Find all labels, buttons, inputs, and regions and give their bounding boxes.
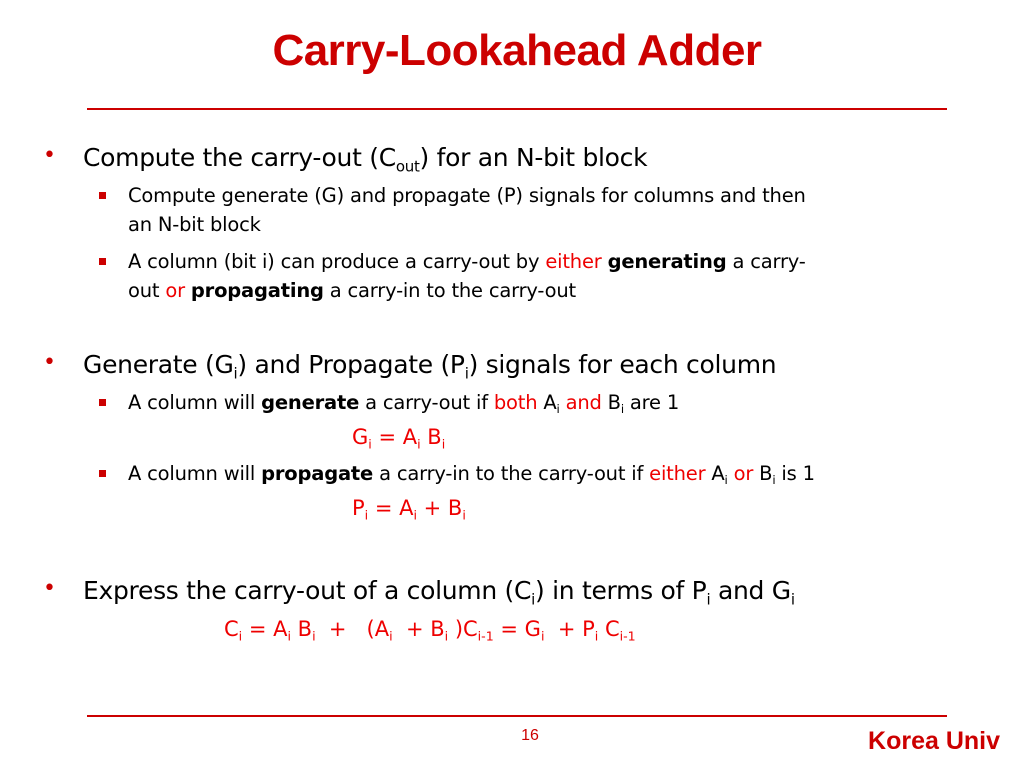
square-bullet bbox=[99, 470, 106, 477]
subscript: i bbox=[594, 628, 599, 644]
eq-text: + B bbox=[392, 617, 445, 641]
subscript: i bbox=[368, 436, 372, 452]
text: A bbox=[705, 462, 725, 485]
emphasis-bold: propagate bbox=[261, 462, 374, 485]
eq-text: B bbox=[420, 425, 442, 449]
subscript: i-1 bbox=[477, 628, 494, 644]
sub-bullet-line: an N-bit block bbox=[128, 213, 261, 236]
subscript: i bbox=[462, 507, 466, 523]
subscript: i bbox=[790, 590, 795, 609]
subscript: i bbox=[706, 590, 711, 609]
equation-carry-out bbox=[224, 617, 636, 644]
bullet-text: Express the carry-out of a column (C bbox=[83, 576, 532, 605]
subscript: i bbox=[531, 590, 536, 609]
subscript: i bbox=[389, 628, 393, 644]
bullet-dot: • bbox=[43, 350, 56, 375]
bullet-text: Generate (G bbox=[83, 350, 234, 379]
text: out bbox=[128, 279, 166, 302]
text: B bbox=[601, 391, 621, 414]
subscript: i bbox=[540, 628, 545, 644]
text: A column will bbox=[128, 462, 262, 485]
bullet-express-carry-out bbox=[43, 576, 795, 609]
eq-text: C bbox=[224, 617, 239, 641]
text: A column will bbox=[128, 391, 262, 414]
subscript: i bbox=[312, 628, 316, 644]
subscript: i bbox=[464, 364, 469, 383]
bullet-text: Compute the carry-out (C bbox=[83, 143, 396, 172]
bullet-generate-propagate bbox=[43, 350, 777, 383]
bullet-text: ) for an N-bit block bbox=[419, 143, 648, 172]
emphasis-bold: propagating bbox=[190, 279, 324, 302]
eq-text: = A bbox=[368, 496, 414, 520]
emphasis-red: or bbox=[733, 462, 754, 485]
eq-text: = A bbox=[242, 617, 288, 641]
text: a carry-in to the carry-out if bbox=[373, 462, 650, 485]
text: a carry- bbox=[726, 250, 806, 273]
eq-text: )C bbox=[448, 617, 478, 641]
subscript: i bbox=[417, 436, 421, 452]
square-bullet bbox=[99, 192, 106, 199]
footer-rule bbox=[87, 715, 947, 717]
text: are 1 bbox=[623, 391, 680, 414]
subscript: i bbox=[444, 628, 449, 644]
sub-bullet-column-carry-out bbox=[128, 247, 806, 305]
subscript: i bbox=[413, 507, 417, 523]
emphasis-bold: generate bbox=[261, 391, 360, 414]
sub-bullet-generate-propagate-signals bbox=[128, 181, 806, 239]
sub-bullet-generate-rule bbox=[128, 388, 679, 417]
eq-text: C bbox=[598, 617, 620, 641]
subscript: i bbox=[772, 473, 776, 488]
text: A column (bit i) can produce a carry-out by bbox=[128, 250, 546, 273]
page-number: 16 bbox=[521, 727, 539, 744]
square-bullet bbox=[99, 258, 106, 265]
emphasis-red: either bbox=[649, 462, 706, 485]
equation-propagate bbox=[352, 496, 466, 523]
text: is 1 bbox=[775, 462, 815, 485]
subscript: i-1 bbox=[619, 628, 636, 644]
subscript: i bbox=[287, 628, 291, 644]
eq-text: + P bbox=[544, 617, 595, 641]
eq-text: G bbox=[352, 425, 369, 449]
bullet-text: and G bbox=[710, 576, 791, 605]
sub-bullet-line bbox=[128, 247, 806, 276]
title-underline bbox=[87, 108, 947, 110]
text: a carry-out if bbox=[359, 391, 494, 414]
sub-bullet-line: Compute generate (G) and propagate (P) signals for columns and then bbox=[128, 184, 806, 207]
subscript: i bbox=[441, 436, 446, 452]
equation-generate bbox=[352, 425, 446, 452]
sub-bullet-propagate-rule bbox=[128, 459, 815, 488]
eq-text: + B bbox=[416, 496, 463, 520]
eq-text: B bbox=[290, 617, 313, 641]
subscript: i bbox=[233, 364, 238, 383]
bullet-text: ) and Propagate (P bbox=[237, 350, 465, 379]
text: a carry-in to the carry-out bbox=[323, 279, 576, 302]
eq-text: = G bbox=[493, 617, 541, 641]
bullet-compute-carry-out bbox=[43, 143, 648, 176]
eq-text: + (A bbox=[315, 617, 390, 641]
emphasis-red: or bbox=[165, 279, 185, 302]
slide-title: Carry-Lookahead Adder bbox=[272, 26, 762, 75]
subscript: i bbox=[620, 402, 624, 417]
emphasis-red: either bbox=[545, 250, 602, 273]
bullet-text: ) signals for each column bbox=[468, 350, 777, 379]
eq-text: P bbox=[352, 496, 365, 520]
eq-text: = A bbox=[371, 425, 418, 449]
subscript: i bbox=[364, 507, 369, 523]
square-bullet bbox=[99, 399, 106, 406]
bullet-dot: • bbox=[43, 576, 56, 601]
bullet-text: ) in terms of P bbox=[535, 576, 707, 605]
text: B bbox=[753, 462, 773, 485]
footer-brand: Korea Univ bbox=[868, 727, 1000, 755]
subscript: i bbox=[238, 628, 243, 644]
emphasis-red: both bbox=[493, 391, 538, 414]
emphasis-red: and bbox=[565, 391, 602, 414]
text: A bbox=[537, 391, 557, 414]
subscript: i bbox=[724, 473, 728, 488]
bullet-dot: • bbox=[43, 143, 56, 168]
sub-bullet-line bbox=[128, 276, 806, 305]
subscript: out bbox=[395, 157, 420, 176]
subscript: i bbox=[556, 402, 560, 417]
emphasis-bold: generating bbox=[607, 250, 727, 273]
